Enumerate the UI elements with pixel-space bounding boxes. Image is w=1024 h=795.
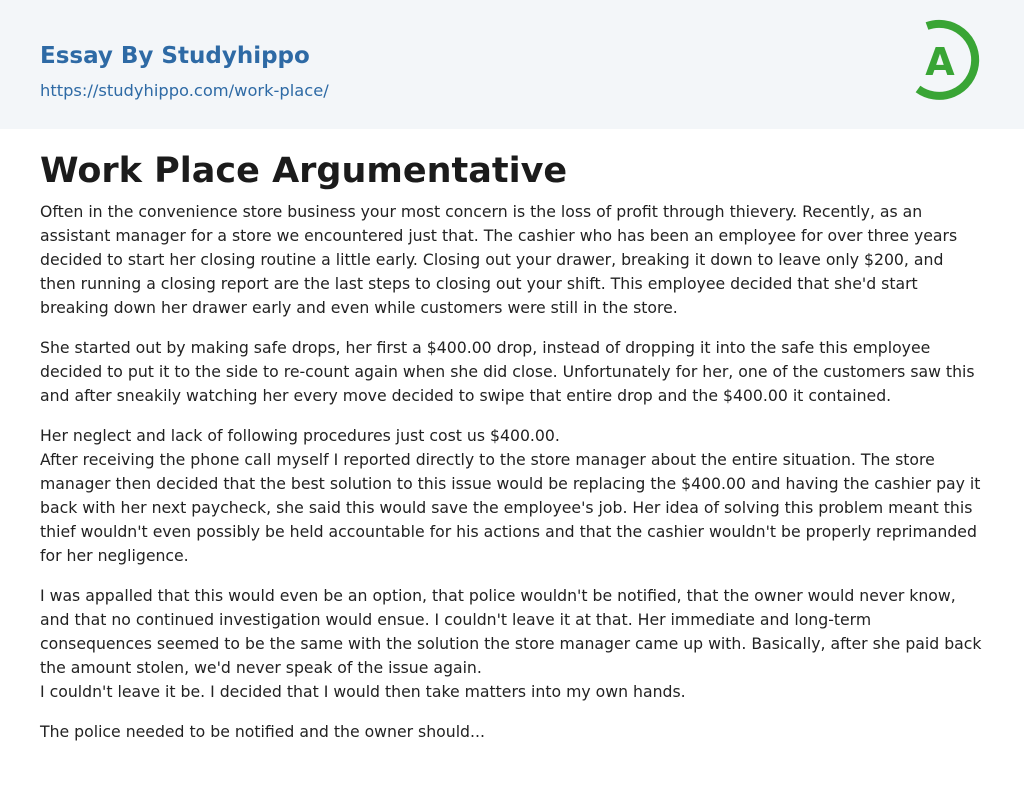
- studyhippo-logo-icon[interactable]: [910, 18, 988, 106]
- page-header: [0, 0, 1024, 129]
- essay-paragraph-5: The police needed to be notified and the owner should...: [40, 722, 485, 741]
- source-url-link[interactable]: https://studyhippo.com/work-place/: [40, 81, 329, 100]
- brand-title: Essay By Studyhippo: [40, 43, 310, 69]
- essay-title: Work Place Argumentative: [40, 151, 568, 191]
- essay-paragraph-4: I was appalled that this would even be an option, that police wouldn't be notified, that the owner would never know, and that no continued investigation would ensue. I couldn't leave it at that. Her immediate and long-term consequences seemed to be the same with the solution the store manager came up with. Basically, after she paid back the amount stolen, we'd never speak of the issue again. I couldn't leave it be. I decided that I would then take matters into my own hands.: [40, 586, 982, 701]
- logo-letter: A: [925, 40, 955, 84]
- essay-paragraph-1: Often in the convenience store business your most concern is the loss of profit through thievery. Recently, as an assistant manager for a store we encountered just that. The cashier who has been an employee for over three years decided to start her closing routine a little early. Closing out your drawer, breaking it down to leave only $200, and then running a closing report are the last steps to closing out your shift. This employee decided that she'd start breaking down her drawer early and even while customers were still in the store.: [40, 202, 958, 317]
- essay-paragraph-3: Her neglect and lack of following procedures just cost us $400.00. After receiving the phone call myself I reported directly to the store manager about the entire situation. The store manager then decided that the best solution to this issue would be replacing the $400.00 and having the cashier pay it back with her next paycheck, she said this would save the employee's job. Her idea of solving this problem meant this thief wouldn't even possibly be held accountable for his actions and that the cashier wouldn't be properly reprimanded for her negligence.: [40, 426, 981, 565]
- essay-paragraph-2: She started out by making safe drops, her first a $400.00 drop, instead of dropping it into the safe this employee decided to put it to the side to re-count again when she did close. Unfortunately for her, one of the customers saw this and after sneakily watching her every move decided to swipe that entire drop and the $400.00 it contained.: [40, 338, 975, 405]
- essay-content: [0, 148, 1024, 744]
